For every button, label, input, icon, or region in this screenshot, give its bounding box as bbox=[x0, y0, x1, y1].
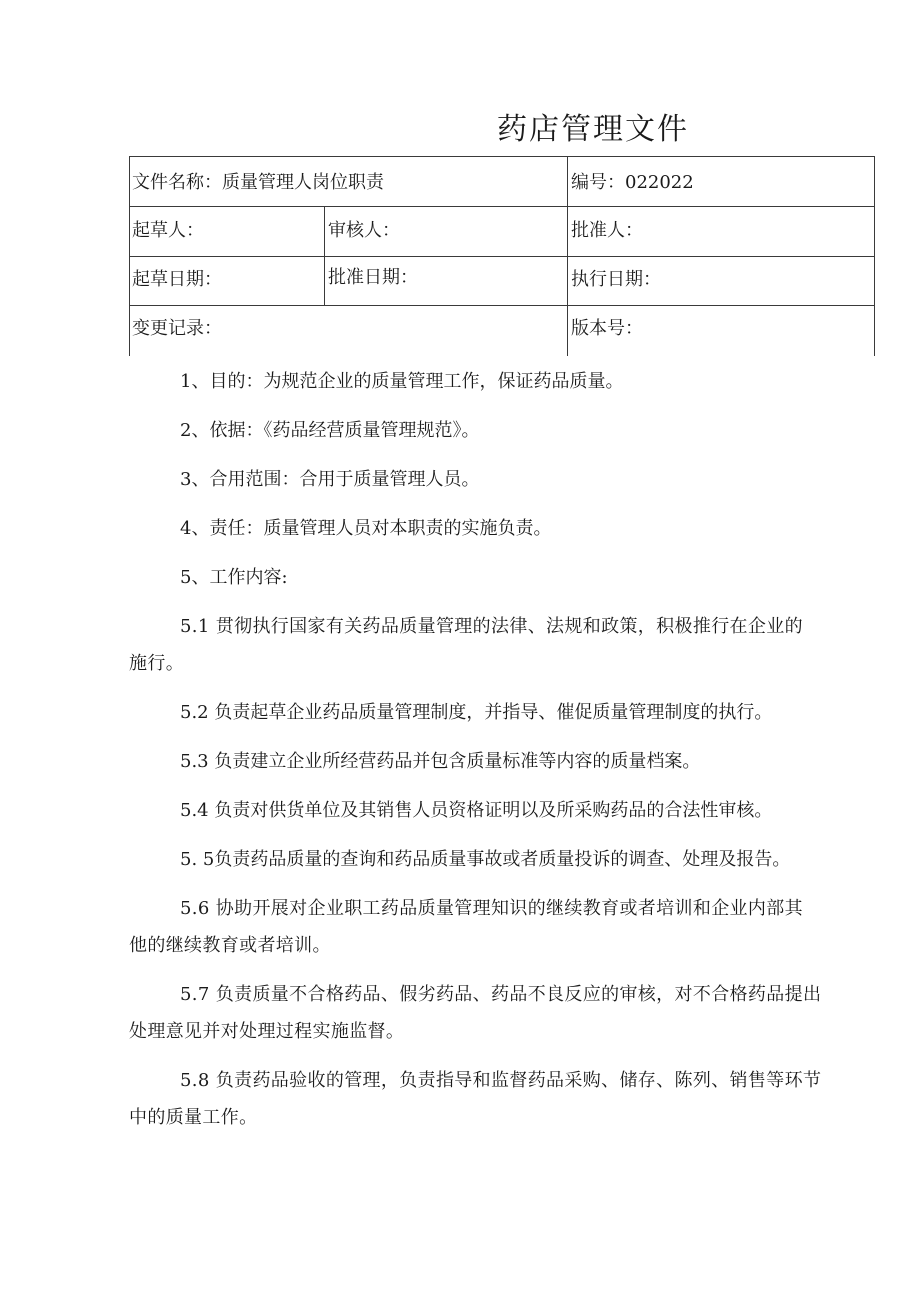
table-border-left bbox=[129, 156, 130, 356]
table-row-divider bbox=[129, 206, 875, 207]
table-border-right bbox=[874, 156, 875, 356]
item-responsibility: 4、责任：质量管理人员对本职责的实施负责。 bbox=[180, 518, 552, 539]
item-5-8 bbox=[129, 1069, 875, 1130]
approval-date-cell: 批准日期： bbox=[328, 267, 418, 288]
table-row-divider bbox=[129, 256, 875, 257]
document-title: 药店管理文件 bbox=[497, 112, 689, 147]
item-5-5: 5. 5负责药品质量的查询和药品质量事故或者质量投诉的调查、处理及报告。 bbox=[180, 849, 791, 870]
file-name-cell: 文件名称：质量管理人岗位职责 bbox=[132, 172, 384, 193]
table-column-divider bbox=[567, 156, 568, 356]
item-5-1-line1: 5.1 贯彻执行国家有关药品质量管理的法律、法规和政策，积极推行在企业的 bbox=[180, 616, 803, 637]
item-5-1 bbox=[129, 615, 875, 676]
approver-cell: 批准人： bbox=[571, 220, 643, 241]
item-basis: 2、依据：《药品经营质量管理规范》。 bbox=[180, 420, 480, 441]
item-5-4: 5.4 负责对供货单位及其销售人员资格证明以及所采购药品的合法性审核。 bbox=[180, 800, 773, 821]
item-5-3: 5.3 负责建立企业所经营药品并包含质量标准等内容的质量档案。 bbox=[180, 751, 701, 772]
item-5-7-line2: 处理意见并对处理过程实施监督。 bbox=[129, 1021, 405, 1042]
item-5-1-line2: 施行。 bbox=[129, 653, 185, 674]
table-border-top bbox=[129, 156, 875, 157]
item-5-6 bbox=[129, 897, 875, 958]
item-work-content: 5、工作内容: bbox=[180, 567, 288, 588]
item-5-8-line2: 中的质量工作。 bbox=[129, 1107, 258, 1128]
change-record-cell: 变更记录： bbox=[132, 318, 222, 339]
item-5-7-line1: 5.7 负责质量不合格药品、假劣药品、药品不良反应的审核，对不合格药品提出 bbox=[180, 984, 822, 1005]
reviewer-cell: 审核人： bbox=[328, 220, 400, 241]
item-scope: 3、合用范围：合用于质量管理人员。 bbox=[180, 469, 480, 490]
version-cell: 版本号： bbox=[571, 318, 643, 339]
item-5-2: 5.2 负责起草企业药品质量管理制度，并指导、催促质量管理制度的执行。 bbox=[180, 702, 773, 723]
document-body bbox=[129, 370, 875, 1155]
table-row-divider bbox=[129, 305, 875, 306]
header-table bbox=[129, 156, 875, 356]
draft-date-cell: 起草日期： bbox=[132, 269, 222, 290]
code-cell: 编号：022022 bbox=[571, 172, 694, 193]
item-5-7 bbox=[129, 983, 875, 1044]
item-5-8-line1: 5.8 负责药品验收的管理，负责指导和监督药品采购、储存、陈列、销售等环节 bbox=[180, 1070, 822, 1091]
drafter-cell: 起草人： bbox=[132, 220, 204, 241]
execution-date-cell: 执行日期： bbox=[571, 269, 661, 290]
table-column-divider bbox=[324, 206, 325, 306]
item-5-6-line1: 5.6 协助开展对企业职工药品质量管理知识的继续教育或者培训和企业内部其 bbox=[180, 898, 803, 919]
item-purpose: 1、目的：为规范企业的质量管理工作，保证药品质量。 bbox=[180, 371, 624, 392]
item-5-6-line2: 他的继续教育或者培训。 bbox=[129, 935, 331, 956]
